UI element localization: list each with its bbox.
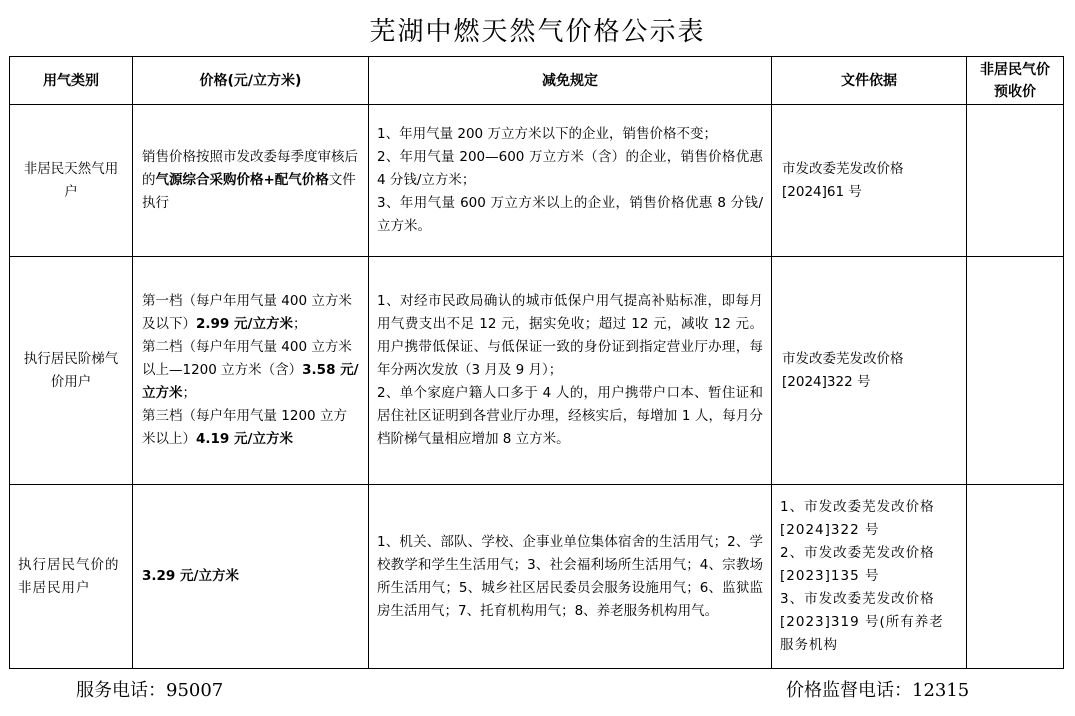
category-cell: 执行居民气价的非居民用户 [10, 485, 133, 669]
price-text-bold: 气源综合采购价格+配气价格 [155, 172, 329, 188]
tier-end: ； [292, 316, 307, 332]
rules-cell [369, 105, 772, 257]
rules-cell [369, 257, 772, 485]
tier-text: 第一档（每户年用气量 400 立方米及以下） [142, 293, 352, 332]
rule-item: 2、单个家庭户籍人口多于 4 人的，用户携带户口本、暂住证和居住社区证明到各营业厅办理，经核实后，每增加 1 人，每月分档阶梯气量相应增加 8 立方米。 [377, 385, 763, 447]
table-row [10, 485, 1064, 669]
rule-item: 1、年用气量 200 万立方米以下的企业，销售价格不变； [377, 126, 717, 142]
prepay-cell [967, 485, 1064, 669]
header-rules: 减免规定 [369, 57, 772, 105]
table-header-row [10, 57, 1064, 105]
prepay-cell [967, 257, 1064, 485]
tier-price: 4.19 元/立方米 [196, 431, 293, 447]
table-row [10, 105, 1064, 257]
tier-item [142, 290, 359, 336]
rule-item: 3、年用气量 600 万立方米以上的企业，销售价格优惠 8 分钱/立方米。 [377, 195, 763, 234]
price-cell [133, 257, 369, 485]
docs-cell [772, 105, 967, 257]
header-prepay-line1: 非居民气价 [980, 61, 1050, 78]
tier-text: 第二档（每户年用气量 400 立方米以上—1200 立方米（含） [142, 339, 352, 378]
doc-line: 3、市发改委芜发改价格[2023]319 号(所有养老服务机构 [780, 591, 944, 653]
header-prepay-line2: 预收价 [994, 83, 1036, 100]
tier-price: 3.58 元/立方米 [142, 362, 359, 401]
tier-end: ； [182, 385, 196, 401]
tier-price: 2.99 元/立方米 [196, 316, 293, 332]
service-phone: 服务电话：95007 [76, 680, 224, 701]
price-cell [133, 105, 369, 257]
header-category: 用气类别 [10, 57, 133, 105]
tier-text: 第三档（每户年用气量 1200 立方米以上） [142, 408, 347, 447]
doc-line: 2、市发改委芜发改价格[2023]135 号 [780, 545, 935, 584]
tier-item [142, 405, 359, 451]
table-row [10, 257, 1064, 485]
header-prepay [967, 57, 1064, 105]
doc-line: 1、市发改委芜发改价格[2024]322 号 [780, 499, 935, 538]
price-supervision-phone: 价格监督电话：12315 [786, 680, 970, 701]
rule-item: 1、机关、部队、学校、企事业单位集体宿舍的生活用气；2、学校教学和学生生活用气；3、社会福利场所生活用气；4、宗教场所生活用气；5、城乡社区居民委员会服务设施用气；6、监狱监房生活用气；7、托育机构用气；8、养老服务机构用气。 [377, 533, 763, 619]
price-text: 文件执行 [142, 172, 356, 211]
category-cell: 非居民天然气用户 [10, 105, 133, 257]
prepay-cell [967, 105, 1064, 257]
price-text: 销售价格按照市发改委每季度审核后的 [142, 149, 358, 188]
docs-cell [772, 485, 967, 669]
docs-cell [772, 257, 967, 485]
page-title: 芜湖中燃天然气价格公示表 [369, 17, 706, 47]
rule-item: 1、对经市民政局确认的城市低保户用气提高补贴标准，即每月用气费支出不足 12 元，据实免收；超过 12 元，减收 12 元。用户携带低保证、与低保证一致的身份证到指定营业厅办理，每年分两次发放（3 月及 9 月）； [377, 293, 763, 378]
doc-line: 市发改委芜发改价格 [782, 160, 904, 177]
price-cell [133, 485, 369, 669]
header-price: 价格(元/立方米) [133, 57, 369, 105]
header-docs: 文件依据 [772, 57, 967, 105]
price-text-bold: 3.29 元/立方米 [142, 568, 239, 584]
tier-item [142, 336, 359, 405]
doc-line: [2024]322 号 [782, 373, 871, 390]
gas-price-table [9, 56, 1064, 669]
doc-line: [2024]61 号 [782, 183, 862, 200]
rules-cell [369, 485, 772, 669]
doc-line: 市发改委芜发改价格 [782, 350, 904, 367]
rule-item: 2、年用气量 200—600 万立方米（含）的企业，销售价格优惠 4 分钱/立方米； [377, 149, 763, 188]
category-cell: 执行居民阶梯气价用户 [10, 257, 133, 485]
